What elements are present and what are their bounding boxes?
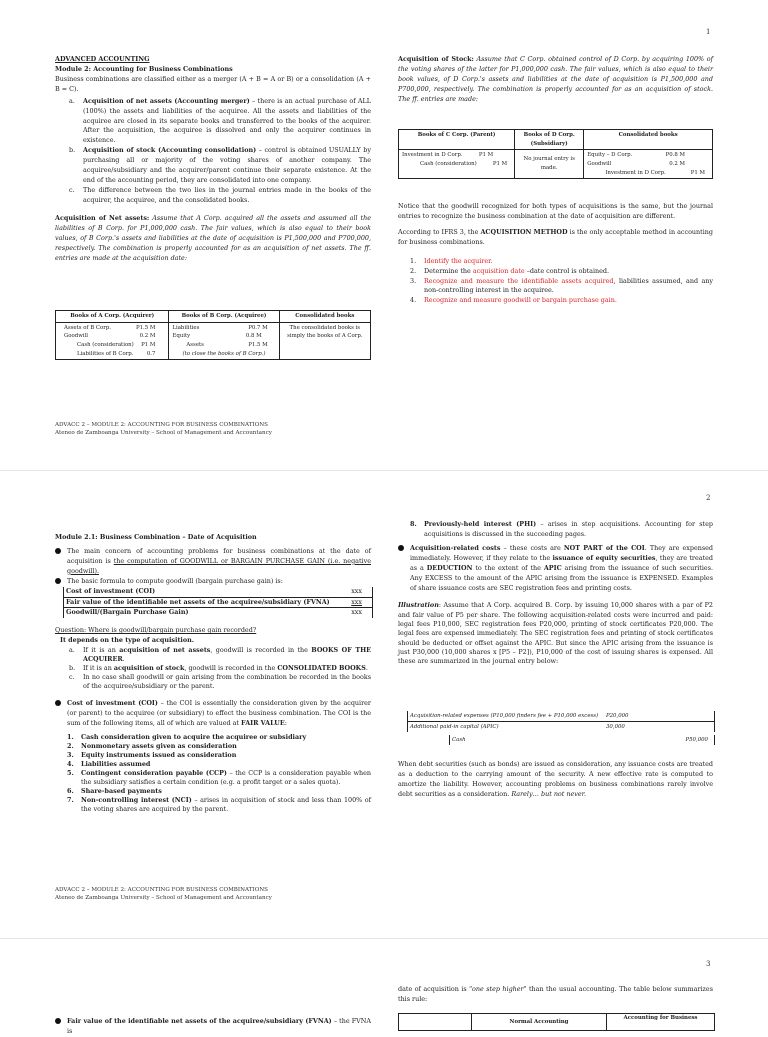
list-item: 8. Previously-held interest (PHI) – arises in step acquisitions. Accounting for step acquisitions is discussed in the succeeding pages. — [410, 520, 713, 538]
question-text: Question: Where is goodwill/bargain purchase gain recorded? — [55, 626, 257, 635]
list-item: 7. Non-controlling interest (NCI) – arises in acquisition of stock and less than 100% of the voting shares are acquired by the parent. — [67, 795, 372, 813]
list-item: 6. Share-based payments — [67, 786, 162, 795]
list-item: a. Acquisition of net assets (Accounting merger) – there is an actual purchase of ALL (100%) the assets and liabilities of the acquiree. All the assets and liabilities of the acquiree are closed in its separate books and transferred to the books of the acquirer. After the acquisition, the acquiree is dissolved and only the acquirer continues in existence. — [69, 96, 371, 145]
table-cell: Investment in D Corp. P1 M Cash (consideration) P1 M — [399, 150, 515, 179]
page2-left-column — [55, 533, 371, 814]
table-cell: The consolidated books is simply the books of A Corp. — [279, 322, 370, 360]
list-item: 3. Recognize and measure the identifiable assets acquired, liabilities assumed, and any non-controlling interest in the acquiree. — [410, 276, 713, 295]
intro-text: Business combinations are classified either as a merger (A + B = A or B) or a consolidation (A + B = C). — [55, 74, 371, 93]
list-item: c. The difference between the two lies in the journal entries made in the books of the acquirer, the acquiree, and the consolidated books. — [69, 185, 371, 204]
list-item: The main concern of accounting problems for business combinations at the date of acquisition is the computation of GOODWILL or BARGAIN PURCHASE GAIN (i.e. negative goodwill). — [55, 547, 371, 577]
list-item: The basic formula to compute goodwill (bargain purchase gain) is: — [55, 577, 371, 587]
page-number: 2 — [706, 494, 711, 502]
table-header: Books of A Corp. (Acquirer) — [56, 311, 169, 323]
journal-entry: Acquisition-related expenses (P10,000 finders fee + P10,000 excess) P20,000 Additional paid-in capital (APIC) 30,000 — [407, 711, 715, 732]
list-item: Cost of investment (COI) – the COI is essentially the consideration given by the acquirer (or parent) to the acquiree (or subsidiary) to effect the business combination. The COI is the sum of the following items, all of which are valued at FAIR VALUE: — [55, 699, 371, 729]
table-header: Accounting for Business — [623, 1015, 698, 1021]
page1-left-column — [55, 55, 371, 263]
goodwill-formula: Cost of investment (COI) xxx Fair value of the identifiable net assets of the acquiree/subsidiary (FVNA) xxx Goodwill/(Bargain Purchase Gain) xxx — [63, 587, 373, 619]
illustration-text: Illustration: Assume that A Corp. acquired B. Corp. by issuing 10,000 shares with a par of P2 and fair value of P5 per share. The following acquisition-related costs were incurred and paid: legal fees P10,000, SEC registration fees P20,000, printing of stock certificates P20,000. The legal fees are expensed immediately. The SEC registration fees and printing of stock certificates should be deducted or offset against the APIC. But since the APIC arising from the issuance is just P30,000 (10,000 shares x [P5 – P2]), P10,000 of the cost of issuing shares is expensed. All these are summarized in the journal entry below: — [398, 601, 713, 666]
list-item: a. If it is an acquisition of net assets, goodwill is recorded in the BOOKS OF THE ACQUIRER. — [69, 646, 371, 664]
goodwill-recording-list — [55, 646, 371, 691]
list-item: 2. Determine the acquisition date –date control is obtained. — [410, 266, 610, 275]
fvna-bullet: Fair value of the identifiable net assets of the acquiree/subsidiary (FVNA) – the FVNA is — [55, 1017, 371, 1037]
list-item: 3. Equity instruments issued as consideration — [67, 750, 237, 759]
table-header: Consolidated books — [279, 311, 370, 323]
stock-journal-table — [398, 129, 713, 179]
page-divider — [0, 470, 768, 471]
journal-entry-credit-row: Cash P50,000 — [449, 735, 715, 745]
list-item: c. In no case shall goodwill or gain arising from the combination be recorded in the books of the acquiree/subsidiary or the parent. — [69, 673, 371, 691]
list-item: 4. Recognize and measure goodwill or bargain purchase gain. — [410, 296, 617, 305]
table-cell: Equity – D Corp. P0.8 M Goodwill 0.2 M Investment in D Corp. P1 M — [584, 150, 713, 179]
net-assets-illustration: Acquisition of Net assets: Assume that A Corp. acquired all the assets and assumed all the liabilities of B Corp. for P1,000,000 cash. The fair values, which is also equal to their book values, of B Corp.'s assets and liabilities at the date of acquisition is P1,500,000 and P700,000, respectively. The combination is properly accounted for as an acquisition of net assets. The ff. entries are made at the acquisition date: — [55, 213, 371, 262]
table-header: Books of D Corp. (Subsidiary) — [515, 130, 584, 150]
table-header: Normal Accounting — [472, 1014, 607, 1030]
list-item: 4. Liabilities assumed — [67, 759, 151, 768]
phi-item — [398, 520, 713, 540]
page-number: 1 — [706, 28, 711, 36]
page3-right-column: date of acquisition is "one step higher" than the usual accounting. The table below summarizes this rule: — [398, 985, 713, 1003]
page2-right-column — [398, 520, 713, 666]
module-title: Module 2: Accounting for Business Combinations — [55, 64, 233, 73]
net-assets-journal-table — [55, 310, 371, 360]
list-item: 1. Cash consideration given to acquire the acquiree or subsidiary — [67, 732, 307, 741]
coi-items-list — [55, 733, 371, 814]
page-number: 3 — [706, 960, 711, 968]
acquisition-method-steps — [398, 257, 713, 307]
list-item: b. Acquisition of stock (Accounting consolidation) – control is obtained USUALLY by purchasing all or majority of the voting shares of another company. The acquiree/subsidiary and the acquirer/parent continue their separate existence. At the end of the accounting period, they are consolidated into one company. — [69, 146, 371, 185]
page1-right-column — [398, 202, 713, 306]
list-item: 2. Nonmonetary assets given as consideration — [67, 741, 237, 750]
table-header: Books of B Corp. (Acquiree) — [169, 311, 279, 323]
page1-footer: ADVACC 2 – MODULE 2: ACCOUNTING FOR BUSINESS COMBINATIONS Ateneo de Zamboanga University – School of Management and Accountancy — [55, 422, 272, 436]
list-item: Acquisition-related costs – these costs are NOT PART of the COI. They are expensed immediately. However, if they relate to the issuance of equity securities, they are treated as a DEDUCTION to the extent of the APIC arising from the issuance of such securities. Any EXCESS to the amount of the APIC arising from the issuance is EXPENSED. Examples of share issuance costs are SEC registration fees and printing costs. — [398, 544, 713, 594]
table-cell: Liabilities P0.7 M Equity 0.8 M Assets P1.5 M (to close the books of B Corp.) — [169, 322, 279, 360]
combination-types-list — [55, 97, 371, 206]
list-item: 1. Identify the acquirer. — [410, 256, 493, 265]
notice-text: Notice that the goodwill recognized for both types of acquisitions is the same, but the journal entries to recognize the business combination at the date of acquisition are different. — [398, 202, 713, 220]
depends-text: It depends on the type of acquisition. — [60, 636, 194, 645]
ifrs-text: According to IFRS 3, the ACQUISITION METHOD is the only acceptable method in accounting for business combinations. — [398, 227, 713, 246]
course-title: ADVANCED ACCOUNTING — [55, 55, 150, 63]
page2-footer: ADVACC 2 – MODULE 2: ACCOUNTING FOR BUSINESS COMBINATIONS Ateneo de Zamboanga University – School of Management and Accountancy — [55, 887, 272, 901]
stock-illustration: Acquisition of Stock: Assume that C Corp. obtained control of D Corp. by acquiring 100% of the voting shares of the latter for P1,000,000 cash. The fair values, which is also equal to their book values, of D Corp.'s assets and liabilities at the date of acquisition is P1,500,000 and P700,000, respectively. The combination is properly accounted for as an acquisition of stock. The ff. entries are made: — [398, 55, 713, 103]
page-divider — [0, 938, 768, 939]
summary-table — [398, 1013, 715, 1031]
table-cell: No journal entry is made. — [515, 150, 584, 179]
table-header: Consolidated books — [584, 130, 713, 150]
debt-securities-text: When debt securities (such as bonds) are issued as consideration, any issuance costs are treated as a deduction to the carrying amount of the security. A new effective rate is computed to amortize the liability. However, accounting problems on business combinations rarely involve debt securities as a consideration. Rarely… but not never. — [398, 760, 713, 798]
table-header: Books of C Corp. (Parent) — [399, 130, 515, 150]
section-title: Module 2.1: Business Combination – Date of Acquisition — [55, 533, 257, 541]
list-item: 5. Contingent consideration payable (CCP) – the CCP is a consideration payable when the subsidiary satisfies a certain condition (e.g. a profit target or a sales quota). — [67, 768, 372, 786]
list-item: b. If it is an acquisition of stock, goodwill is recorded in the CONSOLIDATED BOOKS. — [69, 664, 368, 673]
table-cell: Assets of B Corp. P1.5 M Goodwill 0.2 M Cash (consideration) P1 M Liabilities of B Corp. 0.7 — [56, 322, 169, 360]
